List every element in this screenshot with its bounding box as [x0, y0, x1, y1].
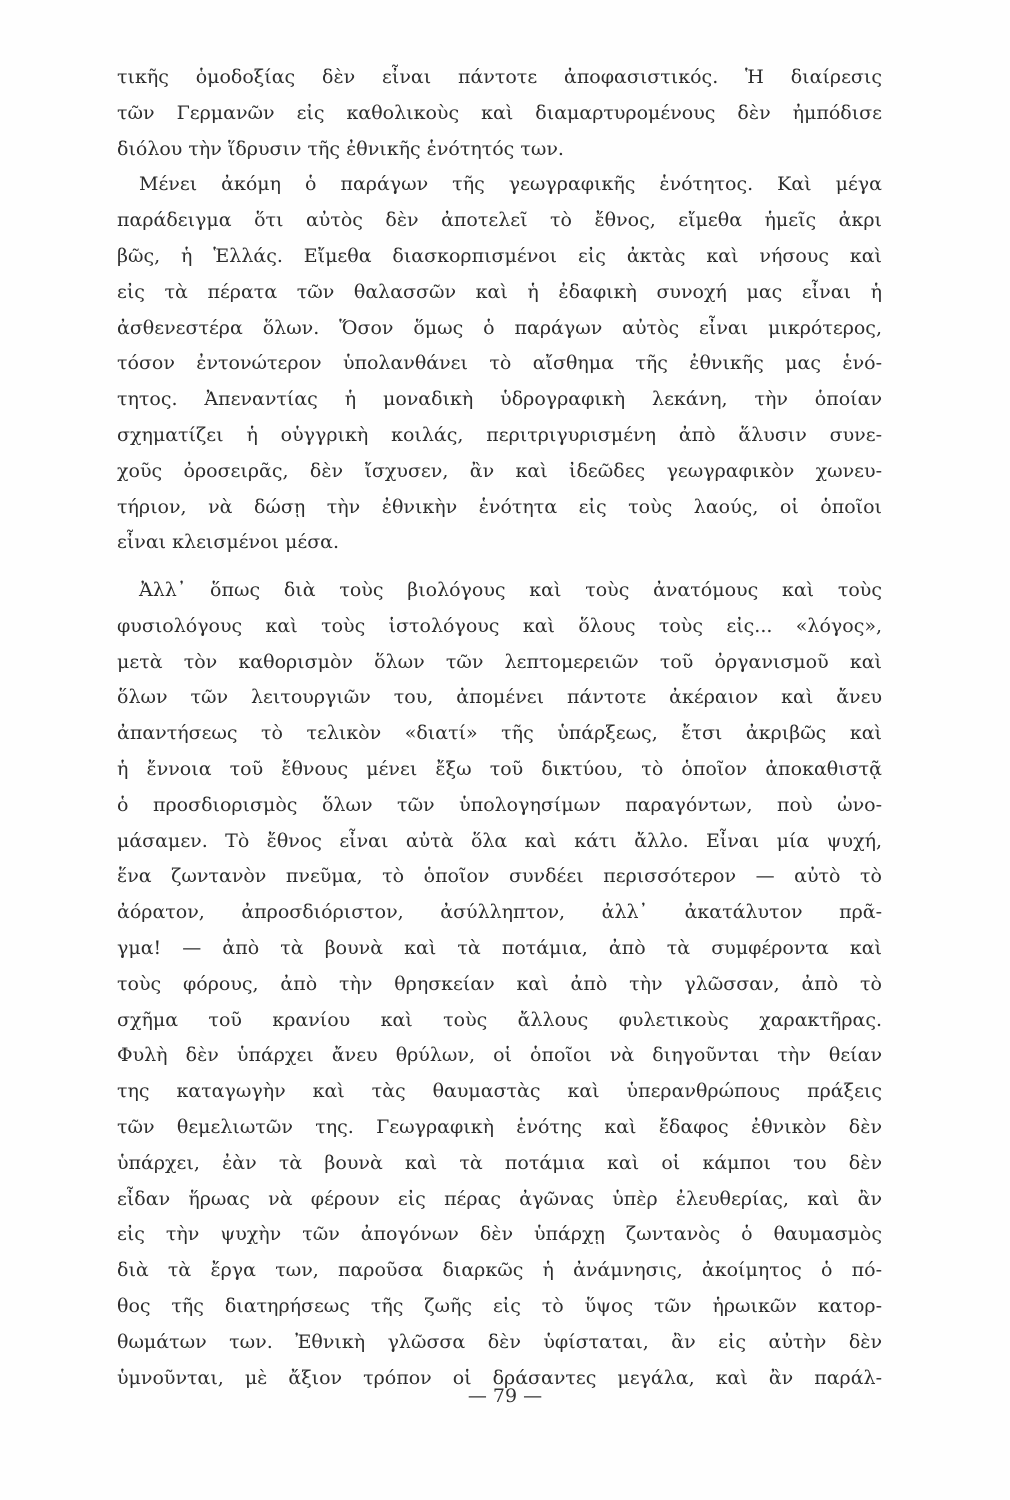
text-line: ἀσθενεστέρα ὅλων. Ὅσον ὅμως ὁ παράγων αὐτὸς εἶναι μικρότερος,	[117, 316, 882, 339]
text-line: Ἀλλ᾽ ὅπως διὰ τοὺς βιολόγους καὶ τοὺς ἀνατόμους καὶ τοὺς	[139, 579, 882, 601]
text-line: τητος. Ἀπεναντίας ἡ μοναδικὴ ὑδρογραφικὴ λεκάνη, τὴν ὁποίαν	[117, 388, 882, 411]
text-line: διόλου τὴν ἵδρυσιν τῆς ἐθνικῆς ἑνότητός των.	[117, 137, 564, 160]
text-line: Μένει ἀκόμη ὁ παράγων τῆς γεωγραφικῆς ἑνότητος. Καὶ μέγα	[139, 173, 882, 196]
text-line: εἰς τὰ πέρατα τῶν θαλασσῶν καὶ ἡ ἐδαφικὴ συνοχή μας εἶναι ἡ	[117, 280, 882, 303]
text-line: τῶν Γερμανῶν εἰς καθολικοὺς καὶ διαμαρτυρομένους δὲν ἠμπόδισε	[117, 101, 882, 124]
text-line: ἡ ἔννοια τοῦ ἔθνους μένει ἔξω τοῦ δικτύου, τὸ ὁποῖον ἀποκαθιστᾷ	[117, 757, 882, 780]
paragraph-2	[117, 573, 882, 1396]
paragraph-1	[117, 60, 882, 561]
text-line: ὑμνοῦνται, μὲ ἄξιον τρόπον οἱ δράσαντες μεγάλα, καὶ ἂν παράλ-	[117, 1366, 882, 1389]
text-line: θος τῆς διατηρήσεως τῆς ζωῆς εἰς τὸ ὕψος τῶν ἡρωικῶν κατορ-	[117, 1294, 882, 1317]
text-line: παράδειγμα ὅτι αὐτὸς δὲν ἀποτελεῖ τὸ ἔθνος, εἴμεθα ἡμεῖς ἀκρι	[117, 209, 882, 232]
text-line: εἰς τὴν ψυχὴν τῶν ἀπογόνων δὲν ὑπάρχῃ ζωντανὸς ὁ θαυμασμὸς	[117, 1223, 882, 1246]
text-line: ὑπάρχει, ἐὰν τὰ βουνὰ καὶ τὰ ποτάμια καὶ οἱ κάμποι του δὲν	[117, 1151, 882, 1174]
text-line: θωμάτων των. Ἐθνικὴ γλῶσσα δὲν ὑφίσταται, ἂν εἰς αὐτὴν δὲν	[117, 1330, 882, 1353]
text-line: μάσαμεν. Τὸ ἔθνος εἶναι αὐτὰ ὅλα καὶ κάτι ἄλλο. Εἶναι μία ψυχή,	[117, 829, 882, 852]
text-line: ὁ προσδιορισμὸς ὅλων τῶν ὑπολογησίμων παραγόντων, ποὺ ὠνο-	[117, 793, 882, 816]
text-line: της καταγωγὴν καὶ τὰς θαυμαστὰς καὶ ὑπερανθρώπους πράξεις	[117, 1080, 882, 1103]
text-line: Φυλὴ δὲν ὑπάρχει ἄνευ θρύλων, οἱ ὁποῖοι νὰ διηγοῦνται τὴν θείαν	[117, 1044, 882, 1067]
text-line: χοῦς ὀροσειρᾶς, δὲν ἴσχυσεν, ἂν καὶ ἰδεῶδες γεωγραφικὸν χωνευ-	[117, 459, 882, 482]
page-number: — 79 —	[467, 1385, 543, 1407]
text-line: φυσιολόγους καὶ τοὺς ἱστολόγους καὶ ὅλους τοὺς εἰς... «λόγος»,	[117, 614, 882, 637]
text-line: εἶναι κλεισμένοι μέσα.	[117, 531, 340, 554]
text-line: ἀόρατον, ἀπροσδιόριστον, ἀσύλληπτον, ἀλλ᾽ ἀκατάλυτον πρᾶ-	[117, 901, 882, 924]
text-line: σχηματίζει ἡ οὑγγρικὴ κοιλάς, περιτριγυρισμένη ἀπὸ ἅλυσιν συνε-	[117, 423, 882, 446]
text-line: ἀπαντήσεως τὸ τελικὸν «διατί» τῆς ὑπάρξεως, ἔτσι ἀκριβῶς καὶ	[117, 722, 882, 745]
text-line: σχῆμα τοῦ κρανίου καὶ τοὺς ἄλλους φυλετικοὺς χαρακτῆρας.	[117, 1008, 882, 1031]
text-line: εἶδαν ἥρωας νὰ φέρουν εἰς πέρας ἀγῶνας ὑπὲρ ἐλευθερίας, καὶ ἂν	[117, 1187, 882, 1210]
text-line: ἕνα ζωντανὸν πνεῦμα, τὸ ὁποῖον συνδέει περισσότερον — αὐτὸ τὸ	[117, 865, 882, 888]
text-line: τικῆς ὁμοδοξίας δὲν εἶναι πάντοτε ἀποφασιστικός. Ἡ διαίρεσις	[117, 66, 882, 88]
text-line: τῶν θεμελιωτῶν της. Γεωγραφικὴ ἑνότης καὶ ἔδαφος ἐθνικὸν δὲν	[117, 1115, 882, 1138]
text-line: τήριον, νὰ δώσῃ τὴν ἐθνικὴν ἑνότητα εἰς τοὺς λαούς, οἱ ὁποῖοι	[117, 495, 882, 518]
text-line: τόσον ἐντονώτερον ὑπολανθάνει τὸ αἴσθημα τῆς ἐθνικῆς μας ἑνό-	[117, 352, 882, 375]
text-line: μετὰ τὸν καθορισμὸν ὅλων τῶν λεπτομερειῶν τοῦ ὀργανισμοῦ καὶ	[117, 650, 882, 673]
text-line: τοὺς φόρους, ἀπὸ τὴν θρησκείαν καὶ ἀπὸ τὴν γλῶσσαν, ἀπὸ τὸ	[117, 972, 882, 995]
text-line: ὅλων τῶν λειτουργιῶν του, ἀπομένει πάντοτε ἀκέραιον καὶ ἄνευ	[117, 686, 882, 709]
text-line: βῶς, ἡ Ἑλλάς. Εἴμεθα διασκορπισμένοι εἰς ἀκτὰς καὶ νήσους καὶ	[117, 244, 882, 267]
text-line: διὰ τὰ ἔργα των, παροῦσα διαρκῶς ἡ ἀνάμνησις, ἀκοίμητος ὁ πό-	[117, 1259, 882, 1282]
text-line: γμα! — ἀπὸ τὰ βουνὰ καὶ τὰ ποτάμια, ἀπὸ τὰ συμφέροντα καὶ	[117, 936, 882, 959]
